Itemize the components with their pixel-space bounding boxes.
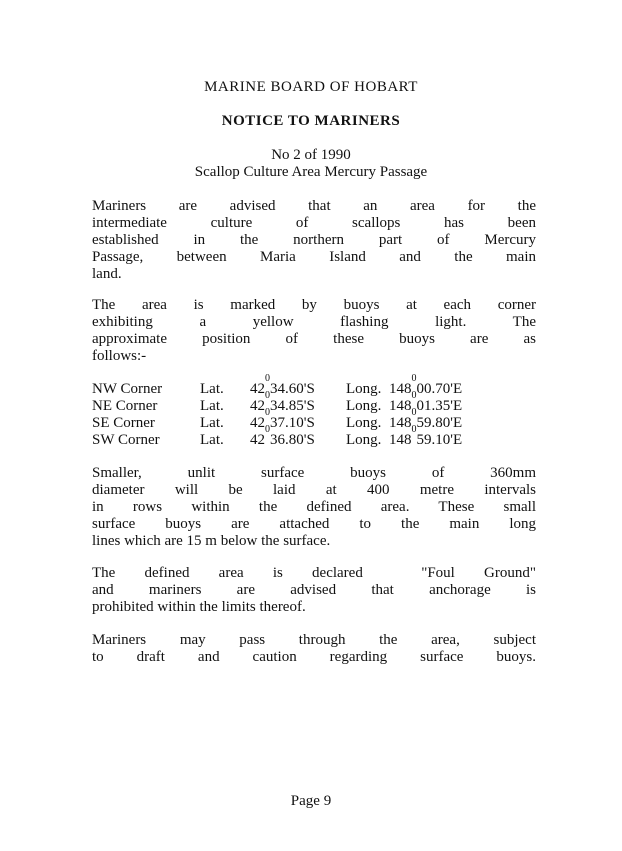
paragraph-line: approximate position of these buoys are as <box>92 331 536 347</box>
long-label: Long. <box>346 415 382 431</box>
degree-mark: 0 <box>265 407 270 418</box>
longitude-value: $148^059.10'E$ <box>389 424 463 448</box>
latitude-value: $42^034.85'S$ <box>250 390 315 414</box>
paragraph-line: Smaller, unlit surface buoys of 360mm <box>92 465 536 481</box>
notice-subject: Scallop Culture Area Mercury Passage <box>194 164 428 180</box>
longitude-value: $148^000.70'E$ <box>389 373 463 397</box>
longitude-value: $148^001.35'E$ <box>389 390 463 414</box>
degree-mark: 0 <box>265 373 270 384</box>
latitude-value: $42^037.10'S$ <box>250 407 315 431</box>
corner-name: SE Corner <box>92 415 155 431</box>
degree-mark: 0 <box>411 407 417 418</box>
organization-heading: MARINE BOARD OF HOBART <box>204 79 418 95</box>
longitude-value: $148^059.80'E$ <box>389 407 463 431</box>
paragraph-line: land. <box>92 266 122 282</box>
paragraph-line: exhibiting a yellow flashing light. The <box>92 314 536 330</box>
corner-name: SW Corner <box>92 432 160 448</box>
notice-number: No 2 of 1990 <box>271 147 351 163</box>
lat-label: Lat. <box>200 398 224 414</box>
paragraph-line: surface buoys are attached to the main long <box>92 516 536 532</box>
paragraph-line: Mariners may pass through the area, subject <box>92 632 536 648</box>
degree-mark: 0 <box>265 424 270 435</box>
latitude-value: $42^034.60'S$ <box>250 373 315 397</box>
notice-title: NOTICE TO MARINERS <box>221 113 401 129</box>
paragraph-line: diameter will be laid at 400 metre intervals <box>92 482 536 498</box>
paragraph-line: The area is marked by buoys at each corner <box>92 297 536 313</box>
latitude-value: $42^036.80'S$ <box>250 424 315 448</box>
long-label: Long. <box>346 432 382 448</box>
paragraph-line: to draft and caution regarding surface buoys. <box>92 649 536 665</box>
lat-label: Lat. <box>200 381 224 397</box>
paragraph-line: and mariners are advised that anchorage is <box>92 582 536 598</box>
corner-name: NW Corner <box>92 381 163 397</box>
degree-mark: 0 <box>411 373 417 384</box>
paragraph-line: The defined area is declared "Foul Ground" <box>92 565 536 581</box>
lat-label: Lat. <box>200 415 224 431</box>
long-label: Long. <box>346 381 382 397</box>
paragraph-line: established in the northern part of Mercury <box>92 232 536 248</box>
paragraph-line: follows:- <box>92 348 147 364</box>
paragraph-line: lines which are 15 m below the surface. <box>92 533 331 549</box>
lat-label: Lat. <box>200 432 224 448</box>
degree-mark: 0 <box>411 390 417 401</box>
corner-name: NE Corner <box>92 398 158 414</box>
paragraph-line: intermediate culture of scallops has been <box>92 215 536 231</box>
paragraph-line: Passage, between Maria Island and the main <box>92 249 536 265</box>
page-number: Page 9 <box>290 793 332 809</box>
paragraph-line: in rows within the defined area. These small <box>92 499 536 515</box>
paragraph-line: prohibited within the limits thereof. <box>92 599 306 615</box>
degree-mark: 0 <box>411 424 417 435</box>
degree-mark: 0 <box>265 390 270 401</box>
paragraph-line: Mariners are advised that an area for the <box>92 198 536 214</box>
long-label: Long. <box>346 398 382 414</box>
